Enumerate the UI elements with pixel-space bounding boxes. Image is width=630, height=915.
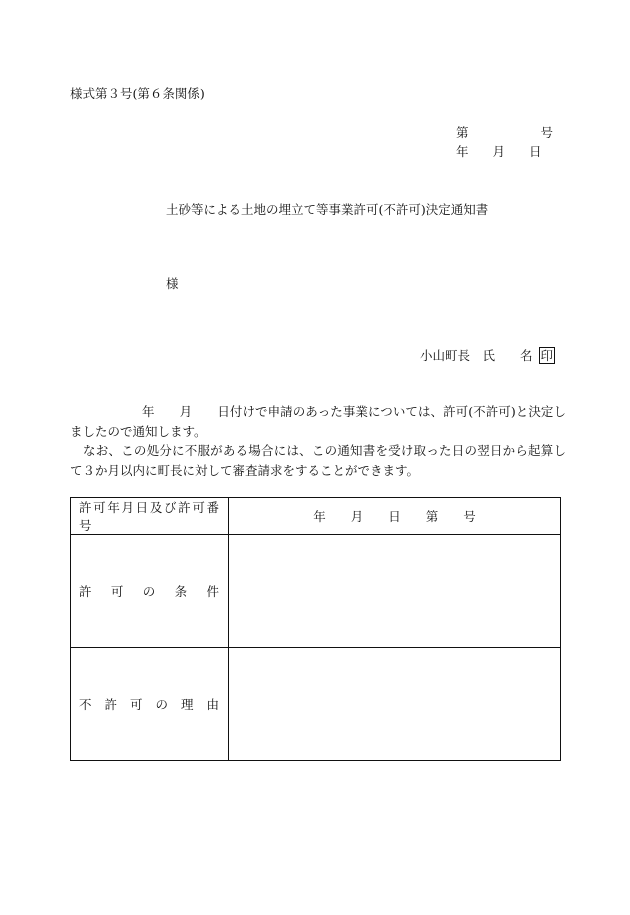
table-row	[71, 498, 561, 535]
notice-paragraph-appeal: なお、この処分に不服がある場合には、この通知書を受け取った日の翌日から起算して３か月以内に町長に対して審査請求をすることができます。	[70, 443, 566, 478]
date-month: 月	[492, 144, 506, 159]
document-date-line	[456, 142, 542, 160]
addressee-honorific: 様	[166, 276, 179, 291]
sender-name-label: 小山町長 氏 名	[420, 348, 533, 363]
document-number-line	[456, 123, 553, 141]
permit-date-number-value: 年 月 日 第 号	[229, 498, 561, 535]
denial-reason-value	[229, 648, 561, 761]
date-year: 年	[456, 144, 469, 159]
denial-reason-label: 不許可の理由	[71, 648, 229, 761]
permit-info-table	[70, 497, 561, 761]
table-row	[71, 535, 561, 648]
permit-conditions-value	[229, 535, 561, 648]
date-day: 日	[529, 144, 542, 159]
notice-body	[70, 402, 566, 480]
permit-conditions-label: 許可の条件	[71, 535, 229, 648]
seal-mark: 印	[540, 348, 554, 363]
number-prefix: 第	[456, 125, 469, 140]
table-row	[71, 648, 561, 761]
form-number-label: 様式第３号(第６条関係)	[70, 86, 205, 101]
permit-date-number-label: 許可年月日及び許可番号	[71, 498, 229, 535]
sender-line	[420, 346, 555, 364]
notice-paragraph-decision: 年 月 日付けで申請のあった事業については、許可(不許可)と決定しましたので通知します。	[70, 404, 566, 439]
number-suffix: 号	[540, 125, 554, 140]
document-title: 土砂等による土地の埋立て等事業許可(不許可)決定通知書	[166, 202, 489, 217]
